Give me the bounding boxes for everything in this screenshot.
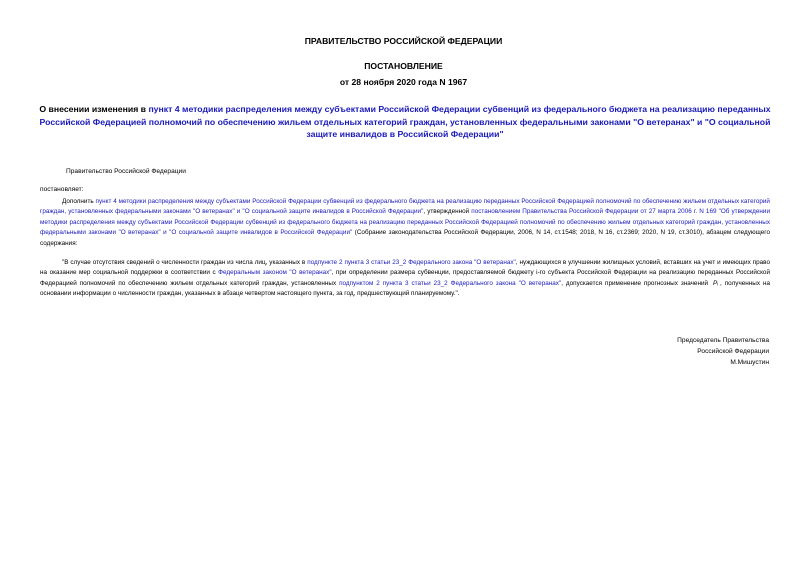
p2-text-1: "В случае отсутствия сведений о численности граждан из числа лиц, указанных в [62,259,308,266]
signature-position: Председатель Правительства [677,337,769,344]
p2-veterans-law-subparagraph-link[interactable]: подпункте 2 пункта 3 статьи 23_2 Федерального закона "О ветеранах" [307,259,516,266]
government-heading: ПРАВИТЕЛЬСТВО РОССИЙСКОЙ ФЕДЕРАЦИИ [304,36,503,46]
p1-methodology-link[interactable]: пункт 4 методики распределения между субъектами Российской Федерации субвенций из федерального бюджета на реализацию переданных Российской Федерацией полномочий по обеспечению жильем отдельных категорий граждан, установленных федеральными законами "О ветеранах" и "О социальной защите инвалидов в Российской Федерации" [40,198,770,216]
government-line: Правительство Российской Федерации [66,168,186,175]
p2-veterans-law-link[interactable]: Федеральным законом "О ветеранах" [218,269,332,277]
p2-veterans-law-subparagraph-link-2[interactable]: подпунктом 2 пункта 3 статьи 23_2 Федерального закона "О ветеранах" [339,279,562,287]
p2-text-3: , при определении размера субвенции, предоставляемой бюджету i-го субъекта Российской Федерации на реализацию переданных Российской Федерацией полномочий по обеспечению жильем отдельных категорий граждан, установленных [40,269,770,287]
decrees-line: постановляет: [40,186,84,193]
document-type: ПОСТАНОВЛЕНИЕ [364,61,443,71]
formula-variable: Pᵢ [713,279,719,287]
paragraph-new-text [40,258,770,300]
title-prefix: О внесении изменения в [39,104,149,114]
paragraph-amendment [40,197,770,249]
p2-text-5: , полученных на основании информации о численности граждан, указанных в абзаце четвертом настоящего пункта, за год, предшествующий планируемому.". [40,279,770,298]
signature-country: Российской Федерации [697,348,769,356]
p1-resolution-link[interactable]: постановлением Правительства Российской Федерации от 27 марта 2006 г. N 169 "Об утверждении методики распределения между субъектами Российской Федерации субвенций из федерального бюджета на реализацию переданных Российской Федерацией полномочий по обеспечению жильем отдельных категорий граждан, установленных федеральными законами "О ветеранах" и "О социальной защите инвалидов в Российской Федерации" [40,208,770,237]
p2-text-2: , нуждающихся в улучшении жилищных условий, вставших на учет и имеющих право на оказание мер социальной поддержки в соответствии с [40,259,770,277]
document-title [30,103,780,141]
p1-text-2: , утвержденной [423,208,472,216]
signature-block [677,335,769,369]
p1-text-3: (Собрание законодательства Российской Федерации, 2006, N 14, ст.1548; 2018, N 16, ст.2369; 2020, N 19, ст.3010), абзацем следующего содержания: [40,229,771,247]
title-methodology-link[interactable]: пункт 4 методики распределения между субъектами Российской Федерации субвенций из федерального бюджета на реализацию переданных Российской Федерацией полномочий по обеспечению жильем отдельных категорий граждан, установленных федеральными законами "О ветеранах" и "О социальной защите инвалидов в Российской Федерации" [39,104,771,139]
p2-text-4: , допускается применение прогнозных значений [561,279,711,287]
document-date-number: от 28 ноября 2020 года N 1967 [339,77,468,87]
p1-text-1: Дополнить [62,198,96,205]
signature-name: М.Мишустин [730,359,769,367]
